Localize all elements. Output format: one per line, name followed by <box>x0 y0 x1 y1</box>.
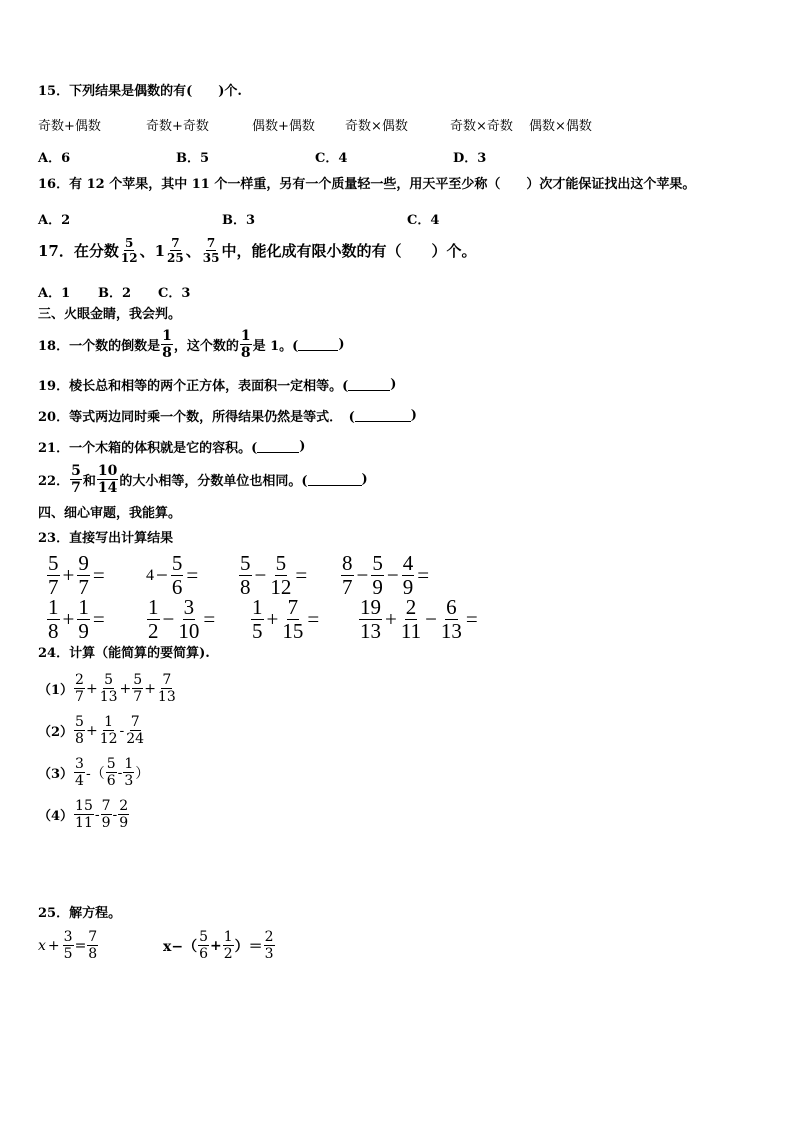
operator: − <box>162 607 175 631</box>
q23-expr-2 <box>146 553 200 598</box>
q16-option-c[interactable]: C．4 <box>407 213 440 228</box>
q25-equation-2 <box>163 930 276 961</box>
fraction: $\frac{7}{8}$ <box>88 929 98 962</box>
operator: + <box>210 937 222 954</box>
q23-expr-5 <box>46 597 107 642</box>
q15-item: 奇数+偶数 <box>38 119 101 134</box>
q22-text: 22． <box>38 474 70 489</box>
q25-stem: 25．解方程。 <box>38 906 122 921</box>
fraction: 5 8 <box>240 551 251 599</box>
fraction: 5 12 <box>120 236 138 265</box>
q15-option-b[interactable]: B．5 <box>176 151 210 166</box>
fraction: 1 3 <box>124 756 134 789</box>
q15-item: 偶数+偶数 <box>252 119 315 134</box>
fraction: 10 14 <box>97 463 118 496</box>
fraction: 2 7 <box>75 672 84 705</box>
operator: + <box>144 680 156 697</box>
q23-expr-7 <box>250 597 321 642</box>
operator: -（ <box>85 765 105 782</box>
q20-text: 20．等式两边同时乘一个数，所得结果仍然是等式． ( <box>38 410 355 425</box>
operator: - <box>117 764 123 781</box>
fraction: 7 35 <box>202 236 220 265</box>
operator: + <box>62 563 75 587</box>
part-number: （2） <box>38 725 74 740</box>
variable: x <box>38 937 46 954</box>
q15-option-d[interactable]: D．3 <box>453 151 487 166</box>
equals: = <box>465 607 478 631</box>
q18 <box>38 329 345 360</box>
equals: = <box>186 563 199 587</box>
fraction: $\frac{7}{15}$ <box>282 595 304 643</box>
q18-text: 18．一个数的倒数是 <box>38 339 161 354</box>
operator: − <box>425 607 437 631</box>
operator: - <box>94 806 100 823</box>
fraction: $\frac{4}{9}$ <box>402 551 414 599</box>
q15-option-a[interactable]: A．6 <box>38 151 71 166</box>
q22-text: ) <box>361 472 368 487</box>
q16-stem: 16．有 12 个苹果，其中 11 个一样重，另有一个质量轻一些，用天平至少称（ ）次才能保证找出这个苹果。 <box>38 177 696 192</box>
q20-text: ) <box>410 408 417 423</box>
operator: + <box>85 722 98 739</box>
fraction: $\frac{6}{13}$ <box>440 595 462 643</box>
fraction: 5 6 <box>106 756 116 789</box>
q22-text: 和 <box>82 474 96 489</box>
q19-text: 19．棱长总和相等的两个正方体，表面积一定相等。( <box>38 379 349 394</box>
q21-text: 21．一个木箱的体积就是它的容积。( <box>38 441 258 456</box>
fraction: 8 7 <box>342 551 353 599</box>
q19-text: ) <box>390 377 397 392</box>
q17-prefix: 17．在分数 <box>38 242 119 260</box>
q18-text: ，这个数的 <box>173 339 239 354</box>
fraction: 2 3 <box>264 929 274 962</box>
fraction: 7 24 <box>126 714 145 747</box>
answer-blank[interactable] <box>355 409 411 422</box>
fraction: $\frac{5}{9}$ <box>372 551 383 599</box>
equals: = <box>295 563 308 587</box>
q17-stem <box>38 237 476 264</box>
fraction: 2 9 <box>119 798 129 831</box>
part-number: （4） <box>38 809 74 824</box>
fraction: 19 13 <box>360 595 381 643</box>
operator: - <box>119 722 125 739</box>
fraction: 1 5 <box>252 595 263 643</box>
q21-text: ) <box>299 439 306 454</box>
q15-item: 奇数+奇数 <box>146 119 209 134</box>
whole-number: 4 <box>146 566 154 584</box>
operator: + <box>85 680 98 697</box>
fraction: 1 8 <box>240 328 251 361</box>
q18-text: 是 1。( <box>252 339 299 354</box>
q15-item: 奇数×偶数 <box>345 119 408 134</box>
q15-stem: 15．下列结果是偶数的有( )个. <box>38 84 242 99</box>
fraction: $\frac{5}{7}$ <box>133 672 143 705</box>
fraction: 5 7 <box>48 551 59 599</box>
fraction: $\frac{7}{13}$ <box>157 672 176 705</box>
q24-part-4 <box>38 799 130 830</box>
fraction: $\frac{1}{2}$ <box>223 929 233 962</box>
operator: − <box>254 563 267 587</box>
fraction: 1 8 <box>162 328 172 361</box>
operator: + <box>62 607 75 631</box>
q25-equation-1 <box>38 930 99 961</box>
operator: − <box>356 563 369 587</box>
q17-option-c[interactable]: C．3 <box>158 286 191 301</box>
fraction: $\frac{3}{5}$ <box>63 929 73 962</box>
fraction: 5 7 <box>71 463 81 496</box>
equals: ）＝ <box>234 938 263 955</box>
operator: + <box>385 607 397 631</box>
fraction: 5 6 <box>199 929 208 962</box>
operator: + <box>266 607 279 631</box>
q20 <box>38 406 417 425</box>
fraction: $\frac{3}{10}$ <box>178 595 200 643</box>
equals: = <box>74 937 87 954</box>
variable: x−（ <box>163 938 198 955</box>
q22-text: 的大小相等，分数单位也相同。( <box>119 474 308 489</box>
q23-expr-8 <box>358 597 480 642</box>
fraction: $\frac{1}{9}$ <box>78 595 89 643</box>
q24-stem: 24．计算（能简算的要简算). <box>38 646 210 661</box>
q17-sep: 、1 <box>139 242 166 260</box>
answer-blank[interactable] <box>308 473 362 486</box>
fraction: 15 11 <box>75 798 93 831</box>
equals: = <box>92 607 105 631</box>
q24-part-2 <box>38 715 146 746</box>
fraction: $\frac{5}{13}$ <box>99 672 118 705</box>
fraction: $\frac{2}{11}$ <box>400 595 422 643</box>
q21 <box>38 437 305 456</box>
q15-option-c[interactable]: C．4 <box>315 151 348 166</box>
fraction: $\frac{5}{12}$ <box>270 551 292 599</box>
equals: = <box>307 607 320 631</box>
section-heading: 三、火眼金睛，我会判。 <box>38 307 182 322</box>
answer-blank[interactable] <box>298 338 338 351</box>
q16-option-a[interactable]: A．2 <box>38 213 71 228</box>
q23-expr-1 <box>46 553 107 598</box>
fraction: 1 2 <box>148 595 159 643</box>
q17-sep: 、 <box>185 242 201 260</box>
operator: − <box>386 563 399 587</box>
part-number: （1） <box>38 683 74 698</box>
q23-expr-6 <box>146 597 217 642</box>
q17-option-b[interactable]: B．2 <box>98 286 132 301</box>
fraction: 7 9 <box>101 798 111 831</box>
q24-part-3 <box>38 757 149 788</box>
fraction: $\frac{5}{6}$ <box>171 551 183 599</box>
q17-option-a[interactable]: A．1 <box>38 286 71 301</box>
q24-part-1 <box>38 673 178 704</box>
equals: = <box>92 563 105 587</box>
q22 <box>38 464 368 495</box>
part-number: （3） <box>38 767 74 782</box>
section-heading: 四、细心审题，我能算。 <box>38 506 182 521</box>
fraction: 1 8 <box>48 595 59 643</box>
fraction: 3 4 <box>75 756 84 789</box>
operator: − <box>156 563 168 587</box>
operator: + <box>47 937 60 954</box>
fraction: $\frac{9}{7}$ <box>78 551 89 599</box>
q18-text: ) <box>338 337 345 352</box>
equals: = <box>203 607 216 631</box>
q15-item: 偶数×偶数 <box>529 119 592 134</box>
q19 <box>38 375 396 394</box>
fraction: 7 25 <box>167 236 184 265</box>
answer-blank[interactable] <box>348 378 390 391</box>
operator: + <box>119 680 132 697</box>
operator: - <box>112 806 118 823</box>
q15-item: 奇数×奇数 <box>450 119 513 134</box>
q16-option-b[interactable]: B．3 <box>222 213 256 228</box>
fraction: $\frac{1}{12}$ <box>99 714 118 747</box>
operator: ） <box>135 765 150 782</box>
q23-stem: 23．直接写出计算结果 <box>38 531 174 546</box>
q23-expr-4 <box>340 553 431 598</box>
fraction: 5 8 <box>75 714 84 747</box>
equals: = <box>417 563 430 587</box>
q17-suffix: 中，能化成有限小数的有（ ）个。 <box>221 242 477 260</box>
q23-expr-3 <box>238 553 309 598</box>
answer-blank[interactable] <box>257 440 299 453</box>
